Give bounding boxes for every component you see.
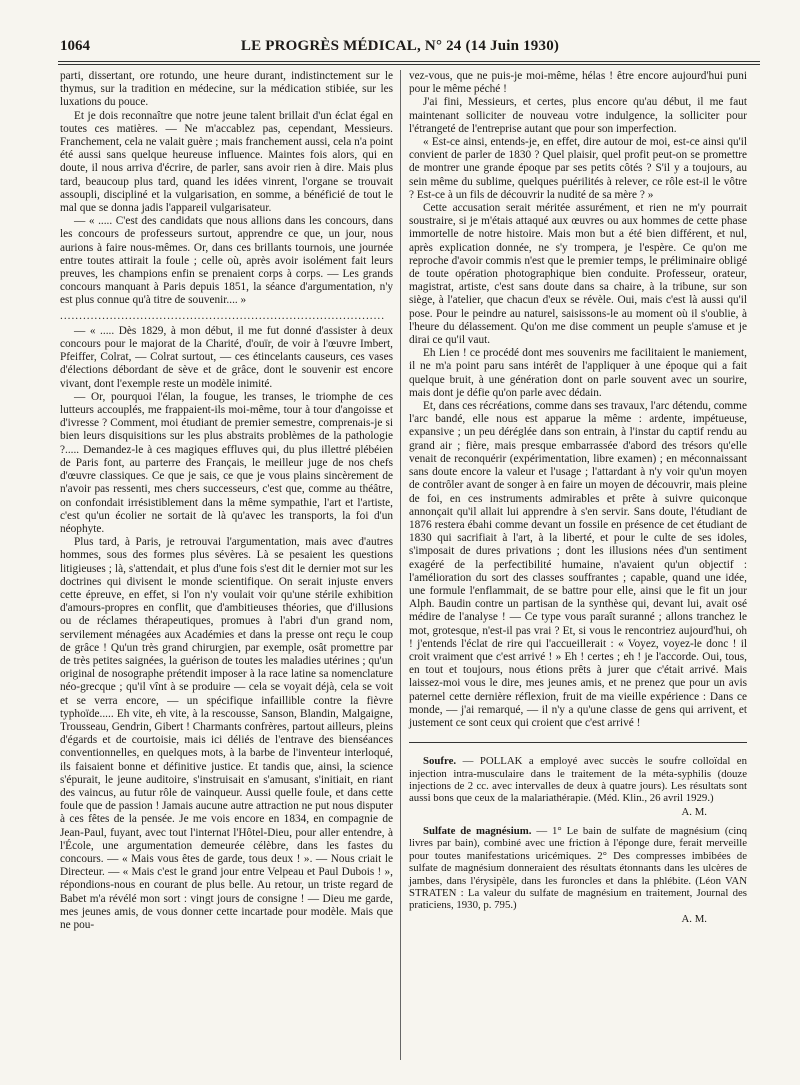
header-rule (58, 61, 760, 62)
paragraph: J'ai fini, Messieurs, et certes, plus encore qu'au début, il me faut maintenant solliciter de nouveau votre indulgence, la solliciter pour l'étrangeté de l'entreprise autant que pour son imperfection. (409, 96, 747, 135)
paragraph: Eh Lien ! ce procédé dont mes souvenirs me facilitaient le maniement, il ne m'a point paru sans intérêt de l'appliquer à une époque qui a fait quelque bruit, à une génération dont on parle souvent avec un sourire, mais dont je défie qu'on parle avec dédain. (409, 347, 747, 399)
header-rule-thin (58, 64, 760, 65)
page-header (0, 38, 800, 60)
note-soufre (409, 755, 747, 805)
note-sulfate (409, 825, 747, 912)
paragraph: — « ..... C'est des candidats que nous allions dans les concours, dans les concours de professeurs surtout, apprendre ce que, un jour, nous aurions à faire nous-mêmes. Or, dans ces brillants tournois, une journée entre toutes attirait la foule ; celle où, après avoir isolément fait leurs preuves, les champions enfin se prenaient corps à corps. — Les grands concours manquant à Paris depuis 1851, la séance d'argumentation, n'y est plus connue qu'à titre de souvenir.... » (60, 215, 393, 307)
note-text: — 1° Le bain de sulfate de magnésium (cinq livres par bain), combiné avec une friction à l'éponge dure, ferait merveille pour toutes manifestations uricémiques. 2° Des compresses imbibées de sulfate de magnésium donneraient des résultats étonnants dans les ulcères de jambes, dans l'érysipèle, dans les furoncles et dans la phlébite. (Léon VAN STRATEN : La valeur du sulfate de magnésium en traitement, Journal des praticiens, 1930, p. 795.) (409, 824, 748, 912)
paragraph: parti, dissertant, ore rotundo, une heure durant, indistinctement sur le thymus, sur la tradition en médecine, sur la médication stibiée, sur les luxations du pouce. (60, 70, 393, 109)
note-text: — POLLAK a employé avec succès le soufre colloïdal en injection intra-musculaire dans le traitement de la méta-syphilis (douze injections de 2 cc. avec intervalles de deux à quatre jours). Les résultats sont aussi bons que ceux de la malariathérapie. (Méd. Klin., 26 avril 1929.) (409, 755, 747, 805)
paragraph: Cette accusation serait méritée assurément, et rien ne m'y pourrait soustraire, si je m'étais attaqué aux œuvres ou aux hommes de cette phase immortelle de notre histoire. Mais mon but a été bien différent, et nul, après explication donnée, ne s'y trompera, je l'espère. Ce qu'on me reproche d'avoir commis n'est que le premier temps, le préliminaire obligé de toute opération photographique bien conduite. Professeur, orateur, magistrat, artiste, c'est sans doute dans sa chaire, à la tribune, sur son siège, à l'atelier, que chacun d'eux se révèle. Oui, mais c'est là aussi qu'il pose. Pour le peindre au naturel, saisissons-le au moment où il s'oublie, à l'heure du délassement. Qu'on me dise comment un peuple s'amuse et je dirai ce qu'il vaut. (409, 202, 747, 347)
note-signature: A. M. (681, 805, 707, 818)
page-number: 1064 (60, 38, 90, 54)
journal-title: LE PROGRÈS MÉDICAL, N° 24 (14 Juin 1930) (240, 38, 560, 54)
paragraph: vez-vous, que ne puis-je moi-même, hélas ! être encore aujourd'hui puni pour le même péché ! (409, 70, 747, 96)
right-column (409, 70, 747, 932)
paragraph: — « ..... Dès 1829, à mon début, il me fut donné d'assister à deux concours pour le majorat de la Charité, d'ouïr, de voir à l'œuvre Imbert, Pfeiffer, Colrat, — Colrat surtout, — ces étincelants causeurs, ces vases d'élections débordant de sève et de grâce, dont le souvenir est encore vivant, dont l'exemple reste un modèle inimité. (60, 324, 393, 390)
section-rule (409, 742, 747, 743)
paragraph: Et, dans ces récréations, comme dans ses travaux, l'arc détendu, comme l'arc bandé, elle nous est apparue la même : ardente, impétueuse, expansive ; un peu déréglée dans son entrain, à l'instar du captif rendu au grand air ; fière, mais presque embarrassée d'abord des trésors qu'elle venait de reconquérir (expérimentation, libre examen) ; en méconnaissant sans doute encore la valeur et l'usage ; l'attardant à n'y voir qu'un moyen de contrôler avant de songer à en faire un moyen de découvrir, mais pleine de foi, en ces instruments admirables et prête à suivre quiconque annonçait qu'il allait lui apprendre à s'en servir. Sans doute, l'étudiant de 1876 restera ébahi comme devant un fossile en présence de cet étudiant de 1830 qui sacrifiait à l'art, à la liberté, et pour le culte de ses idoles, s'imposait de dures privations ; dont les illusions nées d'un sentiment exagéré de la perfectibilité humaine, n'avaient qu'un objectif : l'amélioration du sort des classes souffrantes ; capable, quand une idée, une formule l'enflammait, de se battre pour elle, ainsi que le fit un jour Alph. Baudin contre un partisan de la synthèse qui, devant lui, avait osé médire de l'analyse ! — Ce type vous paraît suranné ; allons tranchez le mot, grotesque, n'est-il pas vrai ? Et, si vous le rencontriez aujourd'hui, oh ! j'entends l'éclat de rire qui l'accueillerait : « Voyez, voyez-le donc ! il croit vraiment que c'est arrivé ! » Eh ! certes ; eh ! je l'accorde. Oui, tous, en tout et toujours, nous étions prêts à jurer que c'était arrivé. Mais laissez-moi vous le dire, mes jeunes amis, et ne prenez que pour un avis paternel cette dernière réflexion, fruit de ma vieille expérience : Dans ce monde, — j'ai remarqué, — il n'y a qu'une classe de gens qui arrivent, et justement ce sont ceux qui croient que c'est arrivé ! (409, 400, 747, 729)
note-signature: A. M. (681, 912, 707, 925)
note-title: Soufre. (423, 755, 457, 768)
paragraph: « Est-ce ainsi, entends-je, en effet, dire autour de moi, est-ce ainsi qu'il convient de parler de 1830 ? Quel plaisir, quel profit peut-on se promettre de montrer une grande époque par ses petits côtés ? S'il y a toujours, au sein même du sublime, quelques puérilités à relever, ce rôle est-il le vôtre ? Est-ce à un fils de découvrir la nudité de sa mère ? » (409, 136, 747, 201)
ellipsis-separator: ..................................................................................... (60, 309, 386, 322)
paragraph: — Or, pourquoi l'élan, la fougue, les transes, le triomphe de ces lutteurs accouplés, me frappaient-ils moi-même, tour à tour d'angoisse et d'ivresse ? Comment, moi étudiant de premier semestre, comprenais-je si bien leurs disquisitions sur les plus abstraits problèmes de la pathologie ?..... Demandez-le à ces magiques effluves qui, du plus illettré plébéien de Paris font, au parterre des Français, le meilleur juge de nos chefs d'œuvre classiques. Ce que je sais, ce que je vous plains sincèrement de n'avoir pas ressenti, mes chers successeurs, c'est que, comme au théâtre, on confondait irrésistiblement dans la même sympathie, l'art et l'artiste, c'est qu'un écolier ne sortait de là qu'avec les transports, la foi d'un néophyte. (60, 390, 393, 535)
paragraph: Plus tard, à Paris, je retrouvai l'argumentation, mais avec d'autres hommes, sous des formes plus sévères. Là se pesaient les questions litigieuses ; là, s'attendait, et plus d'une fois s'est dit le dernier mot sur les doctrines qui divisent le monde scientifique. On serait injuste envers cette épreuve, en effet, si l'on n'y voulait voir qu'une stérile exhibition d'amours-propres en conflit, que d'ambitieuses théories, que d'illusions ou de réclames thérapeutiques, promues à l'abri d'un grand nom, servilement ménagées aux Académies et dans la presse ont reçu le coup de grâce ! Qu'un très grand chirurgien, par exemple, osât promettre par de très petites saignées, la guérison de toutes les maladies utérines ; qu'un original de nosographe prétendit imposer à la race latine sa nomenclature néo-grecque ; qu'il vînt à se produire — cela se voyait déjà, cela se voit et se verra encore, — un spécifique infaillible contre la fièvre typhoïde..... Eh vite, eh vite, à la rescousse, Sanson, Blandin, Malgaigne, Trousseau, Gendrin, Gibert ! Charmants confrères, partout ailleurs, pleins d'égards et de courtoisie, mais ici déliés de l'entrave des bienséances conventionnelles, en quelques mots, à la barbe de l'inventeur interloqué, ils faisaient bonne et définitive justice. Et tandis que, ainsi, la science s'épurait, le jeune auditoire, s'instruisait en s'amusant, s'initiait, en riant des vaincus, au futur rôle de vainqueur. Aussi quelle foule, et dans cette foule que de passion ! Jamais aucune autre attraction ne put nous disputer à ces fêtes de la pensée. Je me vois encore en 1834, en compagnie de Jean-Paul, fuyant, avec tout l'internat l'Hôtel-Dieu, pour aller entendre, à l'École, une argumentation demeurée célèbre, dans les fastes du concours. — « Mais vous êtes de garde, tous deux ! ». — Nous criait le Directeur. — « Mais c'est le grand jour entre Velpeau et Paul Dubois ! », répondions-nous en courant de plus belle. Au retour, un triste regard de Babet m'a révélé mon sort : vingt jours de consigne ! — Dieu me garde, mes jeunes amis, de vous donner cette incartade pour modèle. Mais que ne pou- (60, 536, 393, 931)
paragraph: Et je dois reconnaître que notre jeune talent brillait d'un éclat égal en toutes ces matières. — Ne m'accablez pas, cependant, Messieurs. Franchement, cela ne valait guère ; mais franchement aussi, cela n'a point été aussi sans quelque heureuse influence. Maintes fois alors, qui en doute, il nous arriva d'écrire, de parler, sans avoir rien à dire. Mais plus tard, beaucoup plus tard, quand les idées vinrent, l'organe se trouvait assoupli, discipliné et la vulgarisation, en somme, a bénéficié de tout le mal que se donna jadis l'appareil vulgarisateur. (60, 109, 393, 215)
column-divider (400, 70, 401, 1060)
note-title: Sulfate de magnésium. (423, 824, 532, 837)
left-column (60, 70, 393, 932)
